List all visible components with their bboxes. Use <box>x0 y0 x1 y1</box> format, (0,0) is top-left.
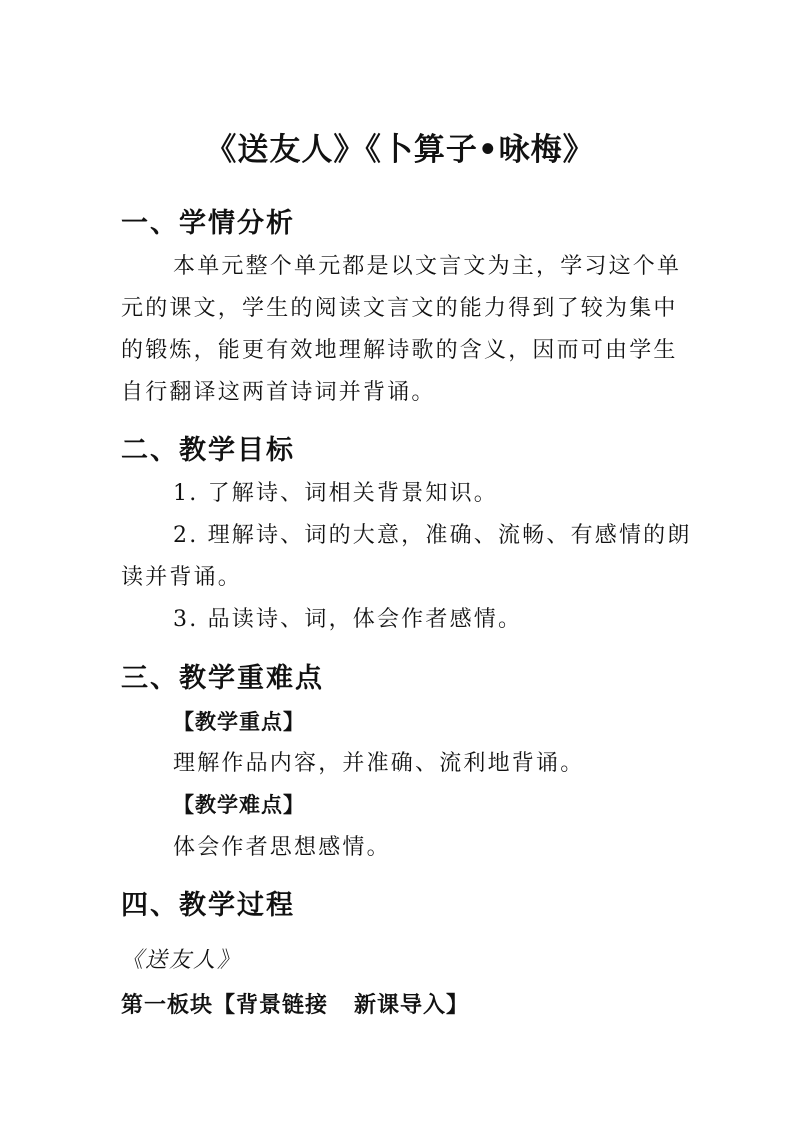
analysis-line: 的锻炼，能更有效地理解诗歌的含义，因而可由学生 <box>121 338 678 363</box>
difficult-label: 【教学难点】 <box>173 792 305 817</box>
document-title: 《送友人》《卜算子•咏梅》 <box>205 132 595 168</box>
heading-analysis: 一、学情分析 <box>121 208 295 239</box>
heading-goals: 二、教学目标 <box>121 435 295 466</box>
goal-line: 读并背诵。 <box>121 565 243 590</box>
heading-process: 四、教学过程 <box>121 890 295 921</box>
goal-line: 3. 品读诗、词，体会作者感情。 <box>173 607 523 632</box>
goal-line: 2. 理解诗、词的大意，准确、流畅、有感情的朗 <box>173 523 692 548</box>
heading-keypoints: 三、教学重难点 <box>121 663 324 694</box>
analysis-line: 自行翻译这两首诗词并背诵。 <box>121 380 436 405</box>
analysis-line: 元的课文，学生的阅读文言文的能力得到了较为集中 <box>121 296 678 321</box>
analysis-line: 本单元整个单元都是以文言文为主，学习这个单 <box>173 254 682 279</box>
goal-line: 1. 了解诗、词相关背景知识。 <box>173 481 498 506</box>
key-text: 理解作品内容，并准确、流利地背诵。 <box>173 751 585 776</box>
poem-title: 《送友人》 <box>121 948 242 973</box>
key-label: 【教学重点】 <box>173 709 305 734</box>
block-title: 第一板块【背景链接 新课导入】 <box>121 992 469 1018</box>
difficult-text: 体会作者思想感情。 <box>173 835 391 860</box>
